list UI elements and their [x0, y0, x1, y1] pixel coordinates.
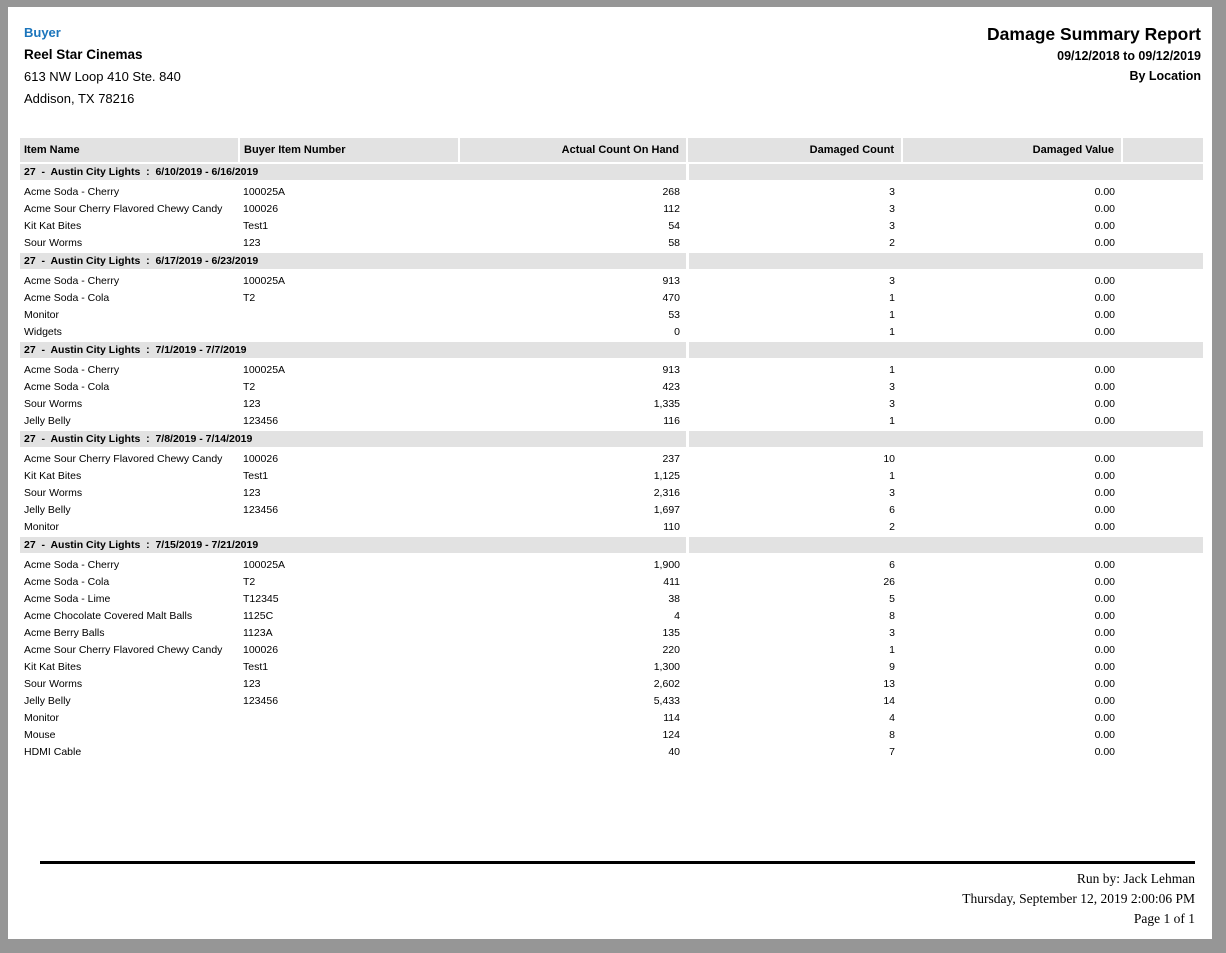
- actual-count-cell: 124: [662, 728, 680, 741]
- buyer-item-number-cell: 100026: [243, 202, 279, 215]
- group-label-spacer: [687, 163, 1203, 182]
- group-header-row: [20, 430, 1203, 449]
- actual-count-cell: 112: [663, 202, 680, 215]
- damaged-count-cell: 5: [889, 592, 895, 605]
- damaged-value-cell: 0.00: [1094, 626, 1115, 639]
- table-header-row: [20, 138, 1203, 163]
- table-row: [20, 323, 1203, 341]
- table-row: [20, 289, 1203, 306]
- damaged-count-cell: 1: [889, 469, 895, 482]
- damaged-count-cell: 2: [889, 520, 895, 533]
- table-row: [20, 641, 1203, 658]
- buyer-item-number-cell: 123456: [243, 414, 279, 427]
- address-line-2: Addison, TX 78216: [24, 91, 135, 106]
- item-name-cell: Acme Soda - Cola: [24, 380, 110, 393]
- table-header: [20, 138, 1203, 163]
- group-header-row: [20, 536, 1203, 555]
- damaged-value-cell: 0.00: [1094, 486, 1115, 499]
- column-header-actual-count: Actual Count On Hand: [459, 138, 687, 163]
- buyer-label: Buyer: [24, 25, 61, 40]
- table-row: [20, 624, 1203, 641]
- spacer-cell: [1122, 306, 1203, 323]
- item-name-cell: Acme Soda - Cherry: [24, 363, 120, 376]
- damaged-value-cell: 0.00: [1094, 592, 1115, 605]
- buyer-item-number-cell: T2: [243, 380, 256, 393]
- report-page: [8, 7, 1212, 939]
- spacer-cell: [1122, 289, 1203, 306]
- damaged-value-cell: 0.00: [1094, 503, 1115, 516]
- item-name-cell: Sour Worms: [24, 677, 83, 690]
- item-name-cell: HDMI Cable: [24, 745, 82, 758]
- item-name-cell: Acme Sour Cherry Flavored Chewy Candy: [24, 202, 223, 215]
- item-name-cell: Jelly Belly: [24, 694, 71, 707]
- title-block: [987, 22, 1201, 86]
- spacer-cell: [1122, 641, 1203, 658]
- damaged-value-cell: 0.00: [1094, 520, 1115, 533]
- damaged-value-cell: 0.00: [1094, 274, 1115, 287]
- item-name-cell: Sour Worms: [24, 486, 83, 499]
- damaged-count-cell: 8: [889, 728, 895, 741]
- damaged-count-cell: 7: [889, 745, 895, 758]
- item-name-cell: Kit Kat Bites: [24, 660, 82, 673]
- group-label: 27 - Austin City Lights : 7/8/2019 - 7/14/2019: [20, 430, 687, 449]
- damaged-count-cell: 3: [889, 185, 895, 198]
- buyer-item-number-cell: 123: [243, 236, 261, 249]
- buyer-item-number-cell: 100026: [243, 643, 279, 656]
- buyer-item-number-cell: 1125C: [243, 609, 274, 622]
- damaged-value-cell: 0.00: [1094, 219, 1115, 232]
- item-name-cell: Acme Sour Cherry Flavored Chewy Candy: [24, 452, 223, 465]
- damaged-value-cell: 0.00: [1094, 694, 1115, 707]
- buyer-block: [24, 22, 181, 110]
- table-row: [20, 360, 1203, 379]
- page-number-text: Page 1 of 1: [1133, 911, 1195, 926]
- item-name-cell: Acme Soda - Cola: [24, 575, 110, 588]
- spacer-cell: [1122, 217, 1203, 234]
- actual-count-cell: 411: [663, 575, 680, 588]
- damaged-value-cell: 0.00: [1094, 609, 1115, 622]
- damaged-value-cell: 0.00: [1094, 558, 1115, 571]
- spacer-cell: [1122, 658, 1203, 675]
- damaged-count-cell: 14: [883, 694, 895, 707]
- table-row: [20, 217, 1203, 234]
- damaged-count-cell: 6: [889, 558, 895, 571]
- table-row: [20, 378, 1203, 395]
- buyer-item-number-cell: Test1: [243, 219, 269, 232]
- table-row: [20, 395, 1203, 412]
- damaged-value-cell: 0.00: [1094, 452, 1115, 465]
- buyer-item-number-cell: 123: [243, 397, 261, 410]
- spacer-cell: [1122, 484, 1203, 501]
- group-label: 27 - Austin City Lights : 6/17/2019 - 6/23/2019: [20, 252, 687, 271]
- damaged-value-cell: 0.00: [1094, 745, 1115, 758]
- report-table-wrap: [20, 138, 1203, 760]
- actual-count-cell: 423: [662, 380, 680, 393]
- damaged-count-cell: 3: [889, 380, 895, 393]
- actual-count-cell: 54: [668, 219, 680, 232]
- spacer-cell: [1122, 449, 1203, 468]
- table-row: [20, 590, 1203, 607]
- actual-count-cell: 5,433: [653, 694, 680, 707]
- group-label: 27 - Austin City Lights : 7/1/2019 - 7/7/2019: [20, 341, 687, 360]
- buyer-item-number-cell: T12345: [243, 592, 279, 605]
- buyer-item-number-cell: 100025A: [243, 274, 286, 287]
- damaged-count-cell: 3: [889, 274, 895, 287]
- column-header-item-name: Item Name: [20, 138, 239, 163]
- table-row: [20, 182, 1203, 201]
- table-row: [20, 467, 1203, 484]
- table-row: [20, 234, 1203, 252]
- spacer-cell: [1122, 467, 1203, 484]
- damaged-value-cell: 0.00: [1094, 643, 1115, 656]
- item-name-cell: Acme Soda - Lime: [24, 592, 111, 605]
- item-name-cell: Kit Kat Bites: [24, 219, 82, 232]
- buyer-item-number-cell: [239, 726, 459, 743]
- actual-count-cell: 913: [662, 363, 680, 376]
- table-row: [20, 271, 1203, 290]
- spacer-cell: [1122, 555, 1203, 574]
- item-name-cell: Widgets: [24, 325, 62, 338]
- actual-count-cell: 58: [668, 236, 680, 249]
- actual-count-cell: 2,602: [653, 677, 680, 690]
- spacer-cell: [1122, 412, 1203, 430]
- item-name-cell: Sour Worms: [24, 236, 83, 249]
- table-row: [20, 200, 1203, 217]
- item-name-cell: Monitor: [24, 711, 60, 724]
- run-datetime-text: Thursday, September 12, 2019 2:00:06 PM: [962, 891, 1195, 906]
- spacer-cell: [1122, 234, 1203, 252]
- buyer-item-number-cell: 123: [243, 486, 261, 499]
- company-name: Reel Star Cinemas: [24, 47, 143, 62]
- buyer-item-number-cell: [239, 709, 459, 726]
- table-row: [20, 692, 1203, 709]
- actual-count-cell: 114: [663, 711, 680, 724]
- damaged-count-cell: 9: [889, 660, 895, 673]
- spacer-cell: [1122, 624, 1203, 641]
- damaged-value-cell: 0.00: [1094, 414, 1115, 427]
- buyer-item-number-cell: T2: [243, 575, 256, 588]
- report-title: Damage Summary Report: [987, 24, 1201, 44]
- column-header-buyer-item-number: Buyer Item Number: [239, 138, 459, 163]
- group-header-row: [20, 341, 1203, 360]
- table-row: [20, 306, 1203, 323]
- damaged-count-cell: 3: [889, 626, 895, 639]
- run-by-text: Run by: Jack Lehman: [1076, 871, 1195, 886]
- table-row: [20, 518, 1203, 536]
- damaged-count-cell: 8: [889, 609, 895, 622]
- damaged-value-cell: 0.00: [1094, 677, 1115, 690]
- spacer-cell: [1122, 607, 1203, 624]
- spacer-cell: [1122, 323, 1203, 341]
- group-label-spacer: [687, 536, 1203, 555]
- damaged-value-cell: 0.00: [1094, 711, 1115, 724]
- table-row: [20, 449, 1203, 468]
- buyer-item-number-cell: 100026: [243, 452, 279, 465]
- damaged-value-cell: 0.00: [1094, 291, 1115, 304]
- spacer-cell: [1122, 726, 1203, 743]
- item-name-cell: Kit Kat Bites: [24, 469, 82, 482]
- damaged-value-cell: 0.00: [1094, 363, 1115, 376]
- buyer-item-number-cell: [239, 743, 459, 760]
- actual-count-cell: 0: [674, 325, 680, 338]
- damaged-value-cell: 0.00: [1094, 397, 1115, 410]
- damaged-count-cell: 1: [889, 291, 895, 304]
- report-table: [20, 138, 1203, 760]
- actual-count-cell: 1,125: [653, 469, 680, 482]
- buyer-item-number-cell: 123456: [243, 694, 279, 707]
- buyer-item-number-cell: Test1: [243, 469, 269, 482]
- damaged-count-cell: 3: [889, 219, 895, 232]
- column-header-spacer: [1122, 138, 1203, 163]
- item-name-cell: Acme Berry Balls: [24, 626, 105, 639]
- damaged-value-cell: 0.00: [1094, 308, 1115, 321]
- report-footer: [962, 869, 1195, 929]
- damaged-value-cell: 0.00: [1094, 202, 1115, 215]
- group-label-spacer: [687, 252, 1203, 271]
- column-header-damaged-value: Damaged Value: [902, 138, 1122, 163]
- table-row: [20, 607, 1203, 624]
- actual-count-cell: 135: [662, 626, 680, 639]
- buyer-item-number-cell: [239, 306, 459, 323]
- item-name-cell: Sour Worms: [24, 397, 83, 410]
- report-date-range: 09/12/2018 to 09/12/2019: [1057, 49, 1201, 63]
- actual-count-cell: 1,900: [653, 558, 680, 571]
- damaged-value-cell: 0.00: [1094, 469, 1115, 482]
- table-row: [20, 555, 1203, 574]
- table-row: [20, 658, 1203, 675]
- damaged-count-cell: 3: [889, 202, 895, 215]
- report-grouping: By Location: [1129, 69, 1201, 83]
- spacer-cell: [1122, 590, 1203, 607]
- damaged-count-cell: 1: [889, 308, 895, 321]
- spacer-cell: [1122, 200, 1203, 217]
- spacer-cell: [1122, 743, 1203, 760]
- column-header-damaged-count: Damaged Count: [687, 138, 902, 163]
- table-row: [20, 412, 1203, 430]
- damaged-count-cell: 3: [889, 397, 895, 410]
- item-name-cell: Acme Sour Cherry Flavored Chewy Candy: [24, 643, 223, 656]
- item-name-cell: Acme Soda - Cola: [24, 291, 110, 304]
- buyer-item-number-cell: Test1: [243, 660, 269, 673]
- footer-divider-line: [40, 861, 1195, 864]
- actual-count-cell: 38: [668, 592, 680, 605]
- item-name-cell: Acme Soda - Cherry: [24, 274, 120, 287]
- report-table-body: [20, 163, 1203, 760]
- item-name-cell: Monitor: [24, 308, 60, 321]
- spacer-cell: [1122, 501, 1203, 518]
- damaged-value-cell: 0.00: [1094, 236, 1115, 249]
- table-row: [20, 726, 1203, 743]
- item-name-cell: Acme Soda - Cherry: [24, 558, 120, 571]
- buyer-item-number-cell: 100025A: [243, 363, 286, 376]
- damaged-count-cell: 2: [889, 236, 895, 249]
- damaged-count-cell: 13: [883, 677, 895, 690]
- buyer-item-number-cell: [239, 323, 459, 341]
- table-row: [20, 501, 1203, 518]
- buyer-item-number-cell: 123: [243, 677, 261, 690]
- damaged-count-cell: 1: [889, 325, 895, 338]
- spacer-cell: [1122, 182, 1203, 201]
- table-row: [20, 743, 1203, 760]
- item-name-cell: Monitor: [24, 520, 60, 533]
- damaged-count-cell: 1: [889, 363, 895, 376]
- damaged-value-cell: 0.00: [1094, 660, 1115, 673]
- table-row: [20, 484, 1203, 501]
- actual-count-cell: 220: [662, 643, 680, 656]
- damaged-count-cell: 10: [883, 452, 895, 465]
- damaged-count-cell: 4: [889, 711, 895, 724]
- damaged-value-cell: 0.00: [1094, 325, 1115, 338]
- spacer-cell: [1122, 709, 1203, 726]
- actual-count-cell: 53: [668, 308, 680, 321]
- actual-count-cell: 1,697: [653, 503, 680, 516]
- actual-count-cell: 110: [663, 520, 680, 533]
- actual-count-cell: 268: [662, 185, 680, 198]
- spacer-cell: [1122, 573, 1203, 590]
- table-row: [20, 709, 1203, 726]
- buyer-item-number-cell: T2: [243, 291, 256, 304]
- spacer-cell: [1122, 692, 1203, 709]
- actual-count-cell: 2,316: [653, 486, 680, 499]
- item-name-cell: Acme Soda - Cherry: [24, 185, 120, 198]
- address-line-1: 613 NW Loop 410 Ste. 840: [24, 69, 181, 84]
- buyer-item-number-cell: 100025A: [243, 558, 286, 571]
- group-header-row: [20, 252, 1203, 271]
- damaged-count-cell: 1: [889, 414, 895, 427]
- buyer-item-number-cell: 1123A: [243, 626, 273, 639]
- spacer-cell: [1122, 360, 1203, 379]
- buyer-item-number-cell: 123456: [243, 503, 279, 516]
- damaged-count-cell: 3: [889, 486, 895, 499]
- spacer-cell: [1122, 378, 1203, 395]
- actual-count-cell: 4: [674, 609, 680, 622]
- actual-count-cell: 470: [662, 291, 680, 304]
- group-label-spacer: [687, 341, 1203, 360]
- actual-count-cell: 913: [662, 274, 680, 287]
- damaged-value-cell: 0.00: [1094, 380, 1115, 393]
- spacer-cell: [1122, 271, 1203, 290]
- item-name-cell: Jelly Belly: [24, 414, 71, 427]
- table-row: [20, 573, 1203, 590]
- buyer-item-number-cell: [239, 518, 459, 536]
- spacer-cell: [1122, 675, 1203, 692]
- buyer-item-number-cell: 100025A: [243, 185, 286, 198]
- actual-count-cell: 116: [663, 414, 680, 427]
- actual-count-cell: 237: [662, 452, 680, 465]
- spacer-cell: [1122, 395, 1203, 412]
- group-label: 27 - Austin City Lights : 6/10/2019 - 6/16/2019: [20, 163, 687, 182]
- actual-count-cell: 1,335: [653, 397, 680, 410]
- actual-count-cell: 40: [668, 745, 680, 758]
- group-label: 27 - Austin City Lights : 7/15/2019 - 7/21/2019: [20, 536, 687, 555]
- damaged-count-cell: 1: [889, 643, 895, 656]
- actual-count-cell: 1,300: [653, 660, 680, 673]
- spacer-cell: [1122, 518, 1203, 536]
- item-name-cell: Acme Chocolate Covered Malt Balls: [24, 609, 193, 622]
- damaged-count-cell: 26: [883, 575, 895, 588]
- damaged-value-cell: 0.00: [1094, 575, 1115, 588]
- item-name-cell: Jelly Belly: [24, 503, 71, 516]
- damaged-count-cell: 6: [889, 503, 895, 516]
- damaged-value-cell: 0.00: [1094, 728, 1115, 741]
- group-label-spacer: [687, 430, 1203, 449]
- table-row: [20, 675, 1203, 692]
- group-header-row: [20, 163, 1203, 182]
- damaged-value-cell: 0.00: [1094, 185, 1115, 198]
- item-name-cell: Mouse: [24, 728, 56, 741]
